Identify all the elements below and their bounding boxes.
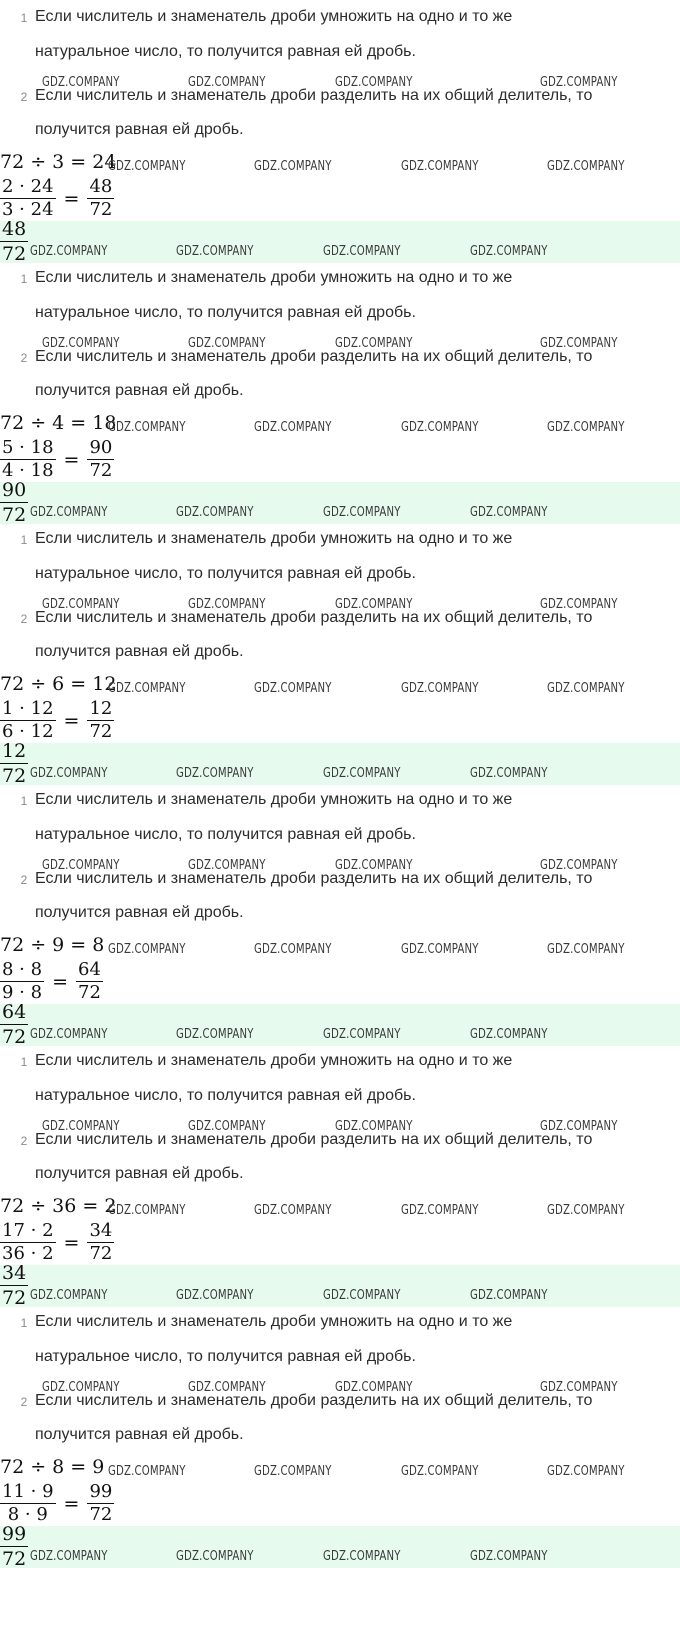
rule-text: Если числитель и знаменатель дроби разделить на их общий делитель, то	[35, 87, 593, 104]
watermark: GDZ.COMPANY	[470, 766, 548, 781]
division-equation: 72 ÷ 9 = 8	[0, 934, 105, 956]
expanded-numerator: 2 · 24	[2, 176, 54, 197]
expanded-fraction	[0, 1220, 56, 1265]
answer-denominator: 72	[2, 765, 27, 785]
watermark: GDZ.COMPANY	[30, 766, 108, 781]
equals-sign: =	[63, 448, 80, 471]
rule-number: 2	[20, 873, 28, 887]
rule-text: Если числитель и знаменатель дроби умножить на одно и то же	[35, 269, 513, 286]
equals-sign: =	[63, 187, 80, 210]
rule-text: Если числитель и знаменатель дроби умножить на одно и то же	[35, 530, 513, 547]
watermark: GDZ.COMPANY	[335, 336, 413, 351]
fraction-equation	[0, 698, 114, 743]
expanded-denominator: 9 · 8	[2, 982, 43, 1003]
watermark: GDZ.COMPANY	[547, 942, 625, 957]
watermark: GDZ.COMPANY	[42, 1380, 120, 1395]
expanded-denominator: 4 · 18	[2, 460, 54, 481]
watermark: GDZ.COMPANY	[42, 597, 120, 612]
watermark: GDZ.COMPANY	[470, 1288, 548, 1303]
rule-text: натуральное число, то получится равная ей дробь.	[35, 43, 416, 60]
watermark: GDZ.COMPANY	[108, 159, 186, 174]
watermark: GDZ.COMPANY	[188, 1119, 266, 1134]
fraction-equation	[0, 1481, 114, 1526]
rule-text: получится равная ей дробь.	[35, 904, 244, 921]
solution-section	[0, 252, 680, 523]
rule-text: получится равная ей дробь.	[35, 1426, 244, 1443]
answer-numerator: 48	[2, 221, 27, 240]
rule-text: Если числитель и знаменатель дроби умножить на одно и то же	[35, 8, 513, 25]
watermark: GDZ.COMPANY	[42, 75, 120, 90]
solution-section	[0, 1296, 680, 1567]
rule-number: 1	[20, 533, 28, 547]
division-equation: 72 ÷ 8 = 9	[0, 1456, 105, 1478]
answer-denominator: 72	[2, 1026, 27, 1046]
answer-denominator: 72	[2, 243, 27, 263]
rule-number: 2	[20, 351, 28, 365]
rule-text: Если числитель и знаменатель дроби разделить на их общий делитель, то	[35, 1131, 593, 1148]
result-denominator: 72	[89, 1243, 113, 1264]
watermark: GDZ.COMPANY	[540, 597, 618, 612]
result-fraction	[87, 698, 114, 743]
result-fraction	[87, 176, 114, 221]
watermark: GDZ.COMPANY	[176, 1549, 254, 1564]
watermark: GDZ.COMPANY	[176, 244, 254, 259]
watermark: GDZ.COMPANY	[254, 942, 332, 957]
result-denominator: 72	[89, 1504, 113, 1525]
expanded-denominator: 3 · 24	[2, 199, 54, 220]
watermark: GDZ.COMPANY	[547, 1464, 625, 1479]
answer-numerator: 64	[2, 1004, 27, 1023]
fraction-equation	[0, 1220, 114, 1265]
equals-sign: =	[63, 709, 80, 732]
watermark: GDZ.COMPANY	[335, 1119, 413, 1134]
watermark: GDZ.COMPANY	[323, 505, 401, 520]
watermark: GDZ.COMPANY	[42, 336, 120, 351]
watermark: GDZ.COMPANY	[335, 75, 413, 90]
watermark: GDZ.COMPANY	[30, 1549, 108, 1564]
watermark: GDZ.COMPANY	[470, 505, 548, 520]
rule-number: 1	[20, 794, 28, 808]
watermark: GDZ.COMPANY	[188, 75, 266, 90]
answer-fraction	[0, 1526, 28, 1568]
rule-text: получится равная ей дробь.	[35, 121, 244, 138]
rule-text: Если числитель и знаменатель дроби умножить на одно и то же	[35, 1052, 513, 1069]
watermark: GDZ.COMPANY	[254, 1464, 332, 1479]
watermark: GDZ.COMPANY	[254, 420, 332, 435]
division-equation: 72 ÷ 36 = 2	[0, 1195, 117, 1217]
answer-denominator: 72	[2, 1287, 27, 1307]
rule-text: Если числитель и знаменатель дроби разделить на их общий делитель, то	[35, 348, 593, 365]
watermark: GDZ.COMPANY	[108, 1464, 186, 1479]
rule-text: Если числитель и знаменатель дроби разделить на их общий делитель, то	[35, 1392, 593, 1409]
division-equation: 72 ÷ 3 = 24	[0, 151, 117, 173]
watermark: GDZ.COMPANY	[188, 336, 266, 351]
solution-section	[0, 0, 680, 262]
watermark: GDZ.COMPANY	[335, 858, 413, 873]
result-fraction	[87, 1481, 114, 1526]
fraction-equation	[0, 959, 103, 1004]
solution-section	[0, 513, 680, 784]
watermark: GDZ.COMPANY	[401, 1464, 479, 1479]
result-fraction	[87, 437, 114, 482]
rule-text: натуральное число, то получится равная ей дробь.	[35, 565, 416, 582]
watermark: GDZ.COMPANY	[254, 1203, 332, 1218]
watermark: GDZ.COMPANY	[108, 942, 186, 957]
expanded-fraction	[0, 1481, 56, 1526]
rule-text: Если числитель и знаменатель дроби умножить на одно и то же	[35, 1313, 513, 1330]
result-fraction	[87, 1220, 114, 1265]
watermark: GDZ.COMPANY	[30, 505, 108, 520]
expanded-fraction	[0, 698, 56, 743]
rule-text: натуральное число, то получится равная ей дробь.	[35, 1348, 416, 1365]
watermark: GDZ.COMPANY	[547, 420, 625, 435]
fraction-equation	[0, 176, 114, 221]
division-equation: 72 ÷ 4 = 18	[0, 412, 117, 434]
expanded-numerator: 1 · 12	[2, 698, 54, 719]
answer-numerator: 12	[2, 743, 27, 762]
answer-denominator: 72	[2, 504, 27, 524]
watermark: GDZ.COMPANY	[401, 681, 479, 696]
watermark: GDZ.COMPANY	[401, 159, 479, 174]
result-numerator: 48	[89, 176, 113, 197]
rule-text: Если числитель и знаменатель дроби умножить на одно и то же	[35, 791, 513, 808]
answer-numerator: 34	[2, 1265, 27, 1284]
watermark: GDZ.COMPANY	[176, 1027, 254, 1042]
watermark: GDZ.COMPANY	[176, 505, 254, 520]
watermark: GDZ.COMPANY	[176, 766, 254, 781]
answer-denominator: 72	[2, 1548, 27, 1568]
result-numerator: 90	[89, 437, 113, 458]
watermark: GDZ.COMPANY	[323, 1288, 401, 1303]
result-denominator: 72	[78, 982, 101, 1003]
watermark: GDZ.COMPANY	[254, 159, 332, 174]
watermark: GDZ.COMPANY	[540, 858, 618, 873]
watermark: GDZ.COMPANY	[470, 244, 548, 259]
division-equation: 72 ÷ 6 = 12	[0, 673, 117, 695]
watermark: GDZ.COMPANY	[188, 597, 266, 612]
rule-text: получится равная ей дробь.	[35, 382, 244, 399]
rule-number: 2	[20, 1395, 28, 1409]
expanded-numerator: 5 · 18	[2, 437, 54, 458]
rule-number: 1	[20, 1316, 28, 1330]
watermark: GDZ.COMPANY	[335, 1380, 413, 1395]
equals-sign: =	[63, 1231, 80, 1254]
rule-text: получится равная ей дробь.	[35, 643, 244, 660]
expanded-numerator: 11 · 9	[2, 1481, 54, 1502]
solution-section	[0, 1035, 680, 1306]
expanded-fraction	[0, 959, 44, 1004]
equals-sign: =	[63, 1492, 80, 1515]
answer-numerator: 90	[2, 482, 27, 501]
solution-section	[0, 774, 680, 1045]
watermark: GDZ.COMPANY	[176, 1288, 254, 1303]
expanded-denominator: 8 · 9	[7, 1504, 48, 1525]
watermark: GDZ.COMPANY	[470, 1027, 548, 1042]
watermark: GDZ.COMPANY	[42, 1119, 120, 1134]
watermark: GDZ.COMPANY	[540, 1380, 618, 1395]
result-denominator: 72	[89, 460, 113, 481]
watermark: GDZ.COMPANY	[540, 75, 618, 90]
watermark: GDZ.COMPANY	[30, 244, 108, 259]
rule-number: 1	[20, 1055, 28, 1069]
answer-numerator: 99	[2, 1526, 27, 1545]
fraction-equation	[0, 437, 114, 482]
watermark: GDZ.COMPANY	[540, 336, 618, 351]
result-fraction	[76, 959, 103, 1004]
watermark: GDZ.COMPANY	[335, 597, 413, 612]
watermark: GDZ.COMPANY	[401, 942, 479, 957]
watermark: GDZ.COMPANY	[108, 420, 186, 435]
watermark: GDZ.COMPANY	[540, 1119, 618, 1134]
watermark: GDZ.COMPANY	[323, 1549, 401, 1564]
expanded-fraction	[0, 437, 56, 482]
watermark: GDZ.COMPANY	[30, 1027, 108, 1042]
rule-text: получится равная ей дробь.	[35, 1165, 244, 1182]
watermark: GDZ.COMPANY	[188, 1380, 266, 1395]
result-numerator: 34	[89, 1220, 113, 1241]
watermark: GDZ.COMPANY	[323, 766, 401, 781]
expanded-denominator: 6 · 12	[2, 721, 54, 742]
watermark: GDZ.COMPANY	[108, 1203, 186, 1218]
result-denominator: 72	[89, 199, 113, 220]
rule-number: 1	[20, 11, 28, 25]
rule-number: 2	[20, 90, 28, 104]
expanded-denominator: 36 · 2	[2, 1243, 54, 1264]
watermark: GDZ.COMPANY	[401, 1203, 479, 1218]
result-numerator: 12	[89, 698, 113, 719]
rule-number: 1	[20, 272, 28, 286]
watermark: GDZ.COMPANY	[401, 420, 479, 435]
watermark: GDZ.COMPANY	[254, 681, 332, 696]
watermark: GDZ.COMPANY	[547, 681, 625, 696]
watermark: GDZ.COMPANY	[323, 244, 401, 259]
rule-text: Если числитель и знаменатель дроби разделить на их общий делитель, то	[35, 609, 593, 626]
expanded-fraction	[0, 176, 56, 221]
result-numerator: 64	[78, 959, 101, 980]
equals-sign: =	[52, 970, 68, 993]
rule-text: Если числитель и знаменатель дроби разделить на их общий делитель, то	[35, 870, 593, 887]
watermark: GDZ.COMPANY	[323, 1027, 401, 1042]
rule-text: натуральное число, то получится равная ей дробь.	[35, 826, 416, 843]
rule-text: натуральное число, то получится равная ей дробь.	[35, 1087, 416, 1104]
rule-text: натуральное число, то получится равная ей дробь.	[35, 304, 416, 321]
watermark: GDZ.COMPANY	[547, 159, 625, 174]
watermark: GDZ.COMPANY	[42, 858, 120, 873]
watermark: GDZ.COMPANY	[30, 1288, 108, 1303]
rule-number: 2	[20, 612, 28, 626]
watermark: GDZ.COMPANY	[470, 1549, 548, 1564]
watermark: GDZ.COMPANY	[188, 858, 266, 873]
result-denominator: 72	[89, 721, 113, 742]
watermark: GDZ.COMPANY	[547, 1203, 625, 1218]
watermark: GDZ.COMPANY	[108, 681, 186, 696]
result-numerator: 99	[89, 1481, 113, 1502]
expanded-numerator: 8 · 8	[2, 959, 43, 980]
rule-number: 2	[20, 1134, 28, 1148]
expanded-numerator: 17 · 2	[2, 1220, 54, 1241]
